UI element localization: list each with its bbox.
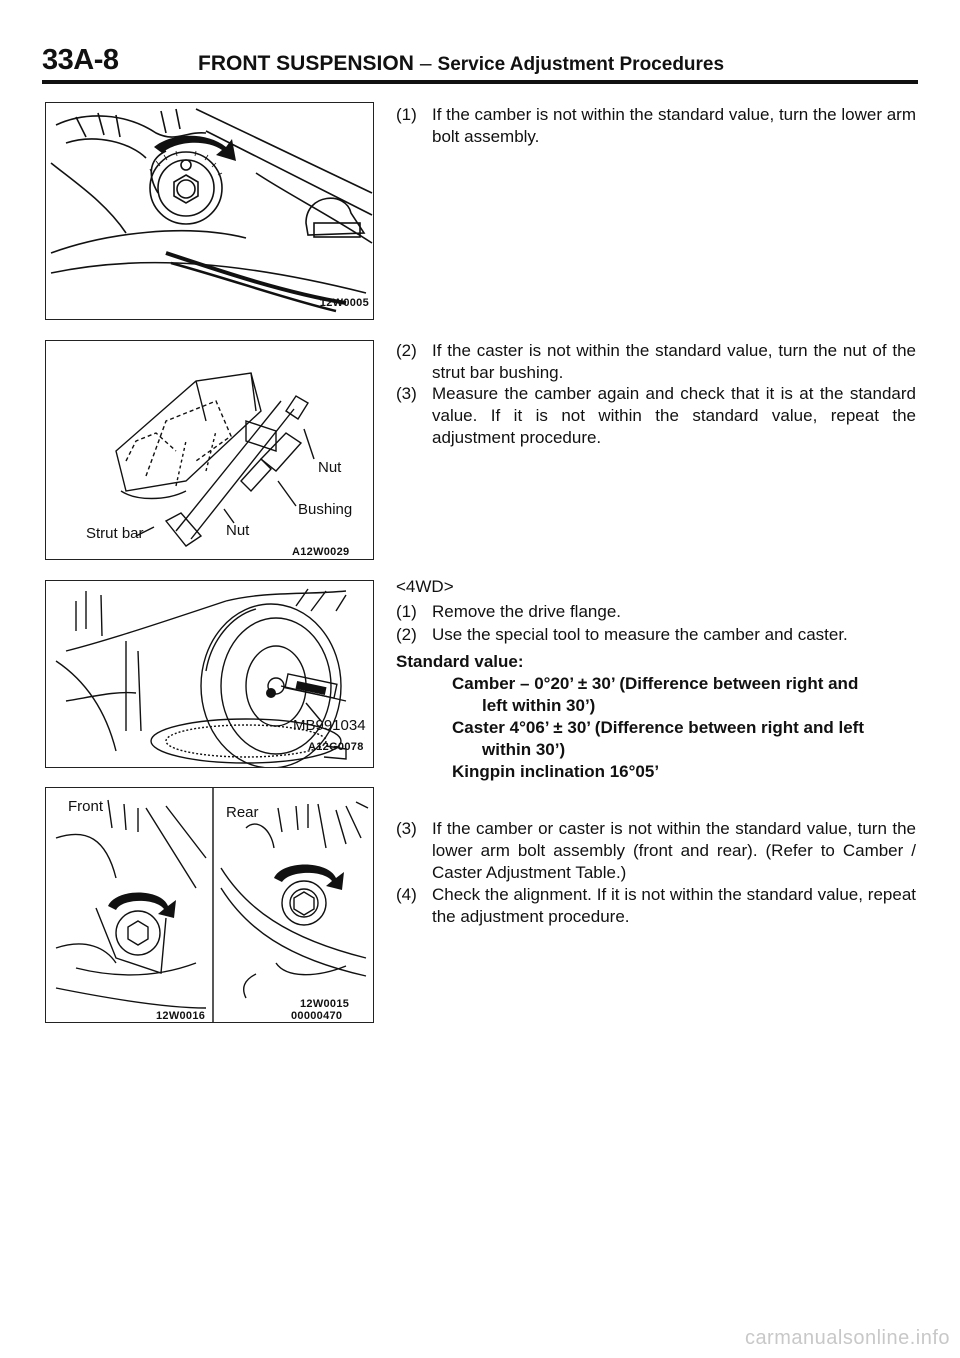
- label-front: Front: [68, 798, 104, 815]
- label-special-tool: MB991034: [293, 717, 366, 734]
- heading-4wd: <4WD>: [396, 577, 454, 596]
- subsection-title: Service Adjustment Procedures: [437, 54, 725, 75]
- figure-code: A12G0078: [308, 741, 364, 753]
- label-rear: Rear: [226, 804, 259, 821]
- figure-code-front: 12W0016: [156, 1010, 206, 1022]
- standard-value-label: Standard value:: [396, 652, 524, 671]
- figure-code: A12W0029: [292, 546, 350, 558]
- figure-strut-bar: [45, 340, 374, 560]
- wheel-gauge-illustration: [46, 581, 373, 767]
- page-header: [42, 44, 918, 84]
- footer-watermark: carmanualsonline.info: [744, 1327, 950, 1349]
- page-title: [198, 52, 724, 76]
- title-dash: –: [419, 52, 432, 75]
- figure-code-rear: 12W0015: [300, 998, 350, 1010]
- label-strut-bar: Strut bar: [86, 525, 144, 542]
- figure-camber-bolt: [45, 102, 374, 320]
- figure-front-rear-bolts: [45, 787, 374, 1023]
- page-number: 33A-8: [42, 44, 119, 76]
- section-title: FRONT SUSPENSION: [198, 52, 414, 75]
- camber-bolt-illustration: [46, 103, 373, 319]
- figure-code-rear-2: 00000470: [291, 1010, 343, 1022]
- label-bushing: Bushing: [298, 501, 353, 518]
- front-rear-bolts-illustration: [46, 788, 373, 1022]
- header-rule: [42, 80, 918, 84]
- procedure-text: (1) If the camber is not within the standard value, turn the lower arm bolt assembly. (2) If the caster is not within the standard value, turn the nut of the strut bar bushing. (3) Measure the camber again and check that it is at the standard value. If it is not within the standard value, repeat the adjustment procedure. <4WD> (1) Remove the drive flange. (2) Use the special tool to measure the camber and caster. Standard value: Camber – 0°20’ ± 30’ (Difference between right and left within 30’) Caster 4°06’ ± 30’ (Difference between right and left within 30’) Kingpin inclination 16°05’ (3) If the camber or caster is not within the standard value, turn the lower arm bolt assembly (front and rear). (Refer to Camber / Caster Adjustment Table.) (4) Check the alignment. If it is not within the standard value, repeat the adjustment procedure.: [396, 105, 916, 926]
- label-nut-upper: Nut: [318, 459, 342, 476]
- figure-wheel-gauge: [45, 580, 374, 768]
- figure-code: 12W0005: [319, 297, 369, 309]
- label-nut-lower: Nut: [226, 522, 250, 539]
